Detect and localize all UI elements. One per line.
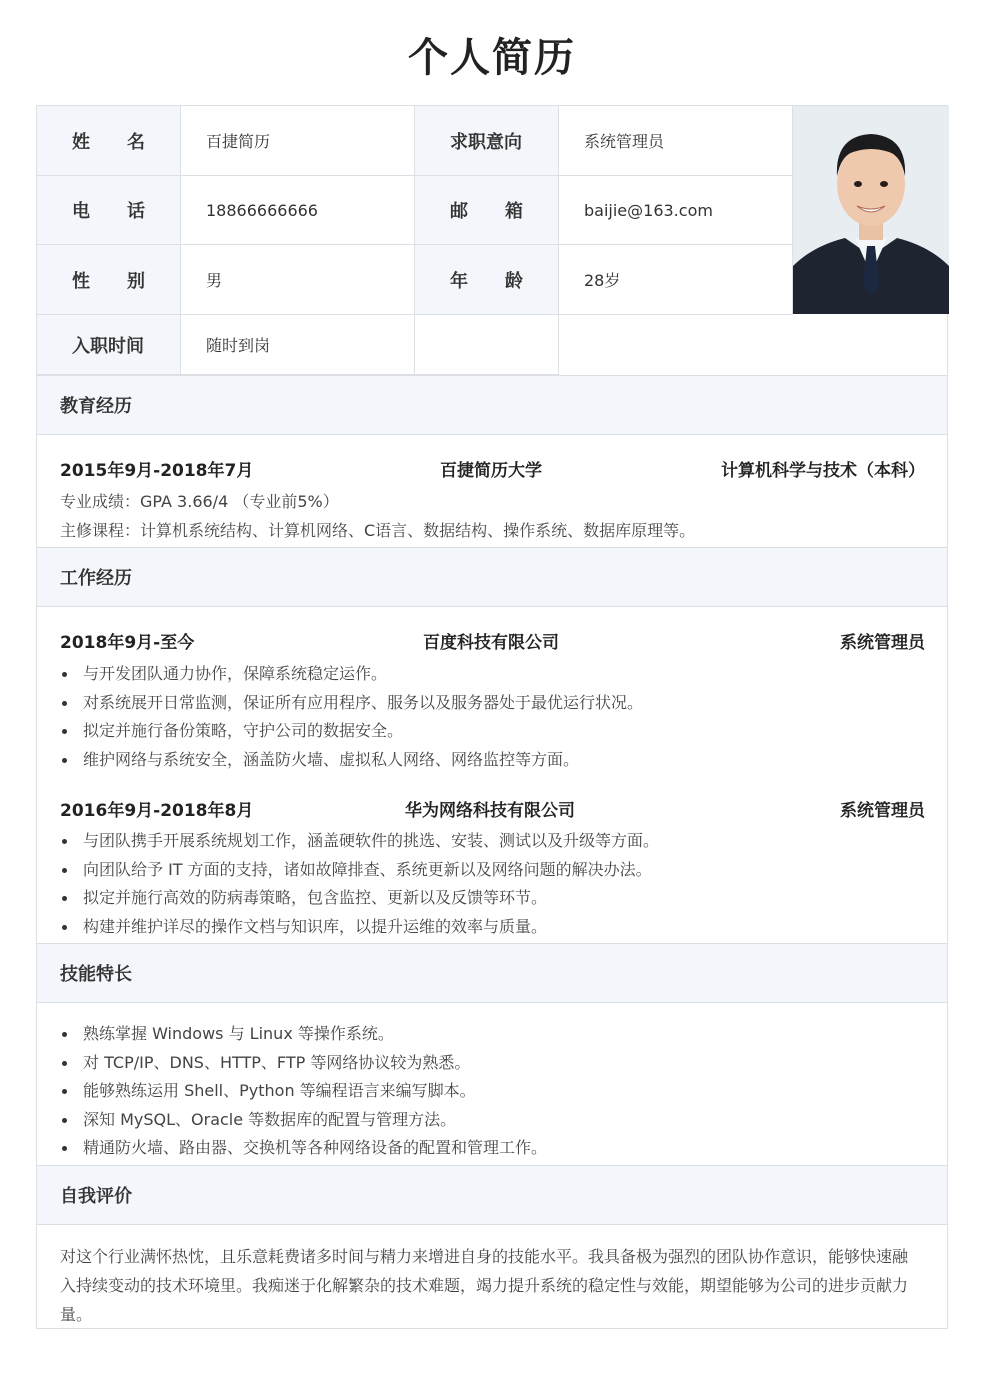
list-item: 拟定并施行高效的防病毒策略，包含监控、更新以及反馈等环节。	[60, 884, 659, 913]
intent-value: 系统管理员	[559, 106, 793, 176]
job-role: 系统管理员	[840, 633, 925, 653]
phone-value: 18866666666	[181, 176, 415, 245]
start-value: 随时到岗	[181, 315, 415, 375]
list-item: 能够熟练运用 Shell、Python 等编程语言来编写脚本。	[60, 1077, 547, 1106]
name-value: 百捷简历	[181, 106, 415, 176]
job-row	[60, 796, 925, 826]
gender-value: 男	[181, 245, 415, 315]
job-row	[60, 628, 925, 658]
self-heading: 自我评价	[37, 1165, 947, 1225]
page-title: 个人简历	[408, 35, 576, 81]
person-icon	[793, 106, 949, 314]
job-company: 百度科技有限公司	[423, 633, 559, 653]
list-item: 构建并维护详尽的操作文档与知识库，以提升运维的效率与质量。	[60, 913, 659, 942]
education-row	[60, 456, 925, 486]
self-text: 对这个行业满怀热忱，且乐意耗费诸多时间与精力来增进自身的技能水平。我具备极为强烈的团队协作意识，能够快速融入持续变动的技术环境里。我痴迷于化解繁杂的技术难题，竭力提升系统的稳定性与效能，期望能够为公司的进步贡献力量。	[60, 1247, 909, 1324]
resume-table	[36, 105, 948, 1329]
list-item: 与开发团队通力协作，保障系统稳定运作。	[60, 660, 643, 689]
education-major: 计算机科学与技术（本科）	[721, 461, 925, 481]
job-period: 2016年9月-2018年8月	[60, 801, 254, 821]
job-duties	[60, 660, 643, 774]
start-label: 入职时间	[37, 315, 181, 375]
list-item: 维护网络与系统安全，涵盖防火墙、虚拟私人网络、网络监控等方面。	[60, 746, 643, 775]
job-role: 系统管理员	[840, 801, 925, 821]
empty-cell	[415, 315, 559, 375]
education-grade: 专业成绩：GPA 3.66/4 （专业前5%）	[60, 492, 339, 511]
name-label: 姓 名	[37, 106, 181, 176]
list-item: 深知 MySQL、Oracle 等数据库的配置与管理方法。	[60, 1106, 547, 1135]
work-heading: 工作经历	[37, 547, 947, 607]
phone-label: 电 话	[37, 176, 181, 245]
education-period: 2015年9月-2018年7月	[60, 461, 254, 481]
education-courses: 主修课程：计算机系统结构、计算机网络、C语言、数据结构、操作系统、数据库原理等。	[60, 521, 696, 540]
gender-label: 性 别	[37, 245, 181, 315]
list-item: 熟练掌握 Windows 与 Linux 等操作系统。	[60, 1020, 547, 1049]
list-item: 向团队给予 IT 方面的支持，诸如故障排查、系统更新以及网络问题的解决办法。	[60, 856, 659, 885]
list-item: 对系统展开日常监测，保证所有应用程序、服务以及服务器处于最优运行状况。	[60, 689, 643, 718]
email-label: 邮 箱	[415, 176, 559, 245]
job-company: 华为网络科技有限公司	[405, 801, 575, 821]
job-period: 2018年9月-至今	[60, 633, 195, 653]
job-duties	[60, 827, 659, 941]
age-value: 28岁	[559, 245, 793, 315]
list-item: 拟定并施行备份策略，守护公司的数据安全。	[60, 717, 643, 746]
list-item: 与团队携手开展系统规划工作，涵盖硬软件的挑选、安装、测试以及升级等方面。	[60, 827, 659, 856]
profile-photo	[793, 106, 949, 314]
list-item: 精通防火墙、路由器、交换机等各种网络设备的配置和管理工作。	[60, 1134, 547, 1163]
list-item: 对 TCP/IP、DNS、HTTP、FTP 等网络协议较为熟悉。	[60, 1049, 547, 1078]
education-school: 百捷简历大学	[440, 461, 542, 481]
skills-list	[60, 1020, 547, 1163]
skills-heading: 技能特长	[37, 943, 947, 1003]
email-value: baijie@163.com	[559, 176, 793, 245]
age-label: 年 龄	[415, 245, 559, 315]
education-heading: 教育经历	[37, 375, 947, 435]
intent-label: 求职意向	[415, 106, 559, 176]
